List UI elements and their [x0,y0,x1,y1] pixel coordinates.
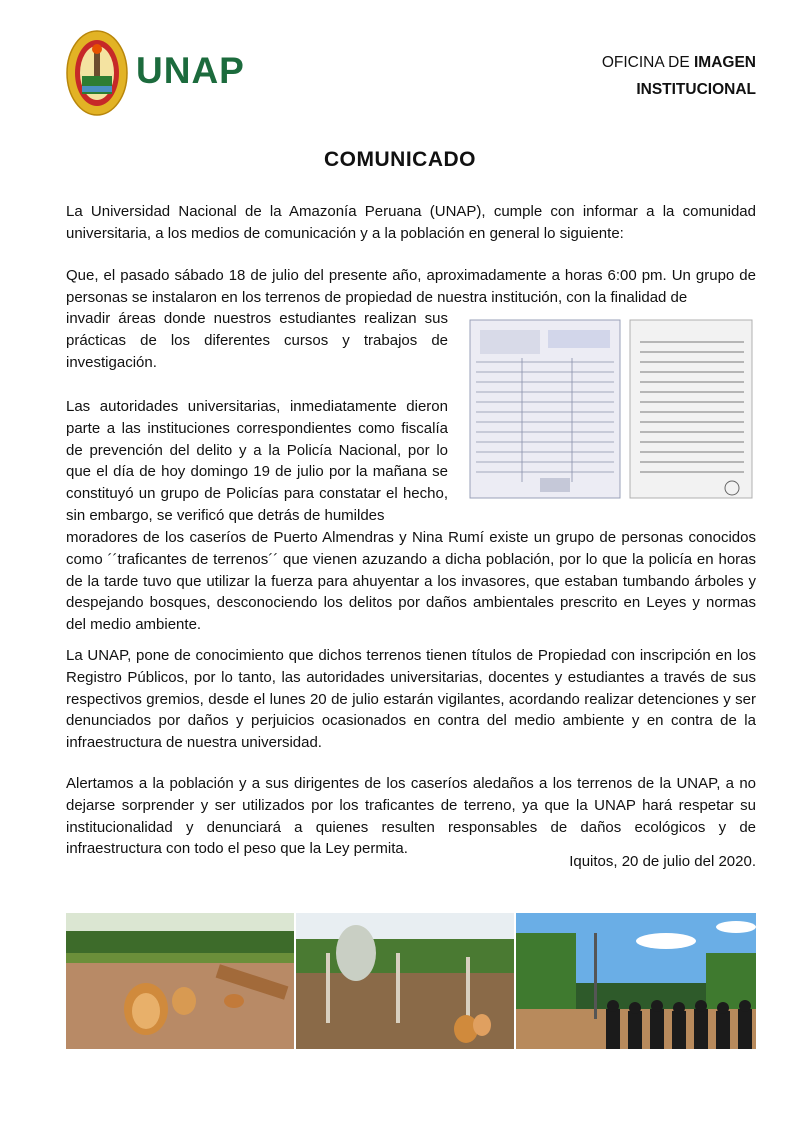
office-prefix: OFICINA DE [601,54,690,71]
office-heading [602,49,756,103]
paragraph-authorities: Las autoridades universitarias, inmediatamente dieron parte a las instituciones correspondientes como fiscalía de prevención del delito y a la Policía Nacional, por lo que el día de hoy domingo 19 de julio por la mañana se constituyó un grupo de Policías para constatar el hecho, sin embargo, se verificó que detrás de humildes [66,398,448,524]
paragraph-intro: La Universidad Nacional de la Amazonía Peruana (UNAP), cumple con informar a la comunidad universitaria, a los medios de comunicación y a la población en general lo siguiente: [66,203,756,242]
office-line2: INSTITUCIONAL [636,81,756,98]
photo-strip [66,913,756,1049]
paragraph-authorities-cont: moradores de los caseríos de Puerto Almendras y Nina Rumí existe un grupo de personas conocidos como ´´traficantes de terrenos´´ que vienen azuzando a dicha población, por lo que la policía en horas de la tarde tuvo que utilizar la fuerza para ahuyentar a los invasores, que estaban tumbando árboles y despejando bosques, desconociendo los delitos por daños ambientales prescrito en Leyes y normas del medio ambiente. [66,529,756,634]
paragraph-event-cont: invadir áreas donde nuestros estudiantes realizan sus prácticas de los diferentes cursos y trabajos de investigación. [66,310,448,371]
paragraph-event: Que, el pasado sábado 18 de julio del presente año, aproximadamente a horas 6:00 pm. Un grupo de personas se instalaron en los terrenos de propiedad de nuestra institución, con la finalidad de [66,267,756,306]
university-seal-icon [66,30,128,116]
document-title: COMUNICADO [324,148,476,171]
property-documents-image [462,312,758,502]
brand-name: UNAP [136,50,245,91]
police-patrol-photo [516,913,756,1049]
felled-trees-photo [66,913,294,1049]
forest-clearing-photo [296,913,514,1049]
office-bold: IMAGEN [694,54,756,71]
paragraph-alert: Alertamos a la población y a sus dirigentes de los caseríos aledaños a los terrenos de la UNAP, a no dejarse sorprender y ser utilizados por los traficantes de terreno, ya que la UNAP hará respetar su institucionalidad y denunciará a quienes resulten responsables de daños ecológicos y de infraestructura con todo el peso que la Ley permita. [66,775,756,858]
paragraph-property: La UNAP, pone de conocimiento que dichos terrenos tienen títulos de Propiedad con inscripción en los Registro Públicos, por lo tanto, las autoridades universitarias, docentes y estudiantes a través de sus respectivos gremios, desde el lunes 20 de julio estarán vigilantes, acordando realizar detenciones y ser denunciados por daños y perjuicios ocasionados en contra del medio ambiente y en contra de la infraestructura de nuestra universidad. [66,647,756,752]
signoff-date: Iquitos, 20 de julio del 2020. [569,853,756,870]
